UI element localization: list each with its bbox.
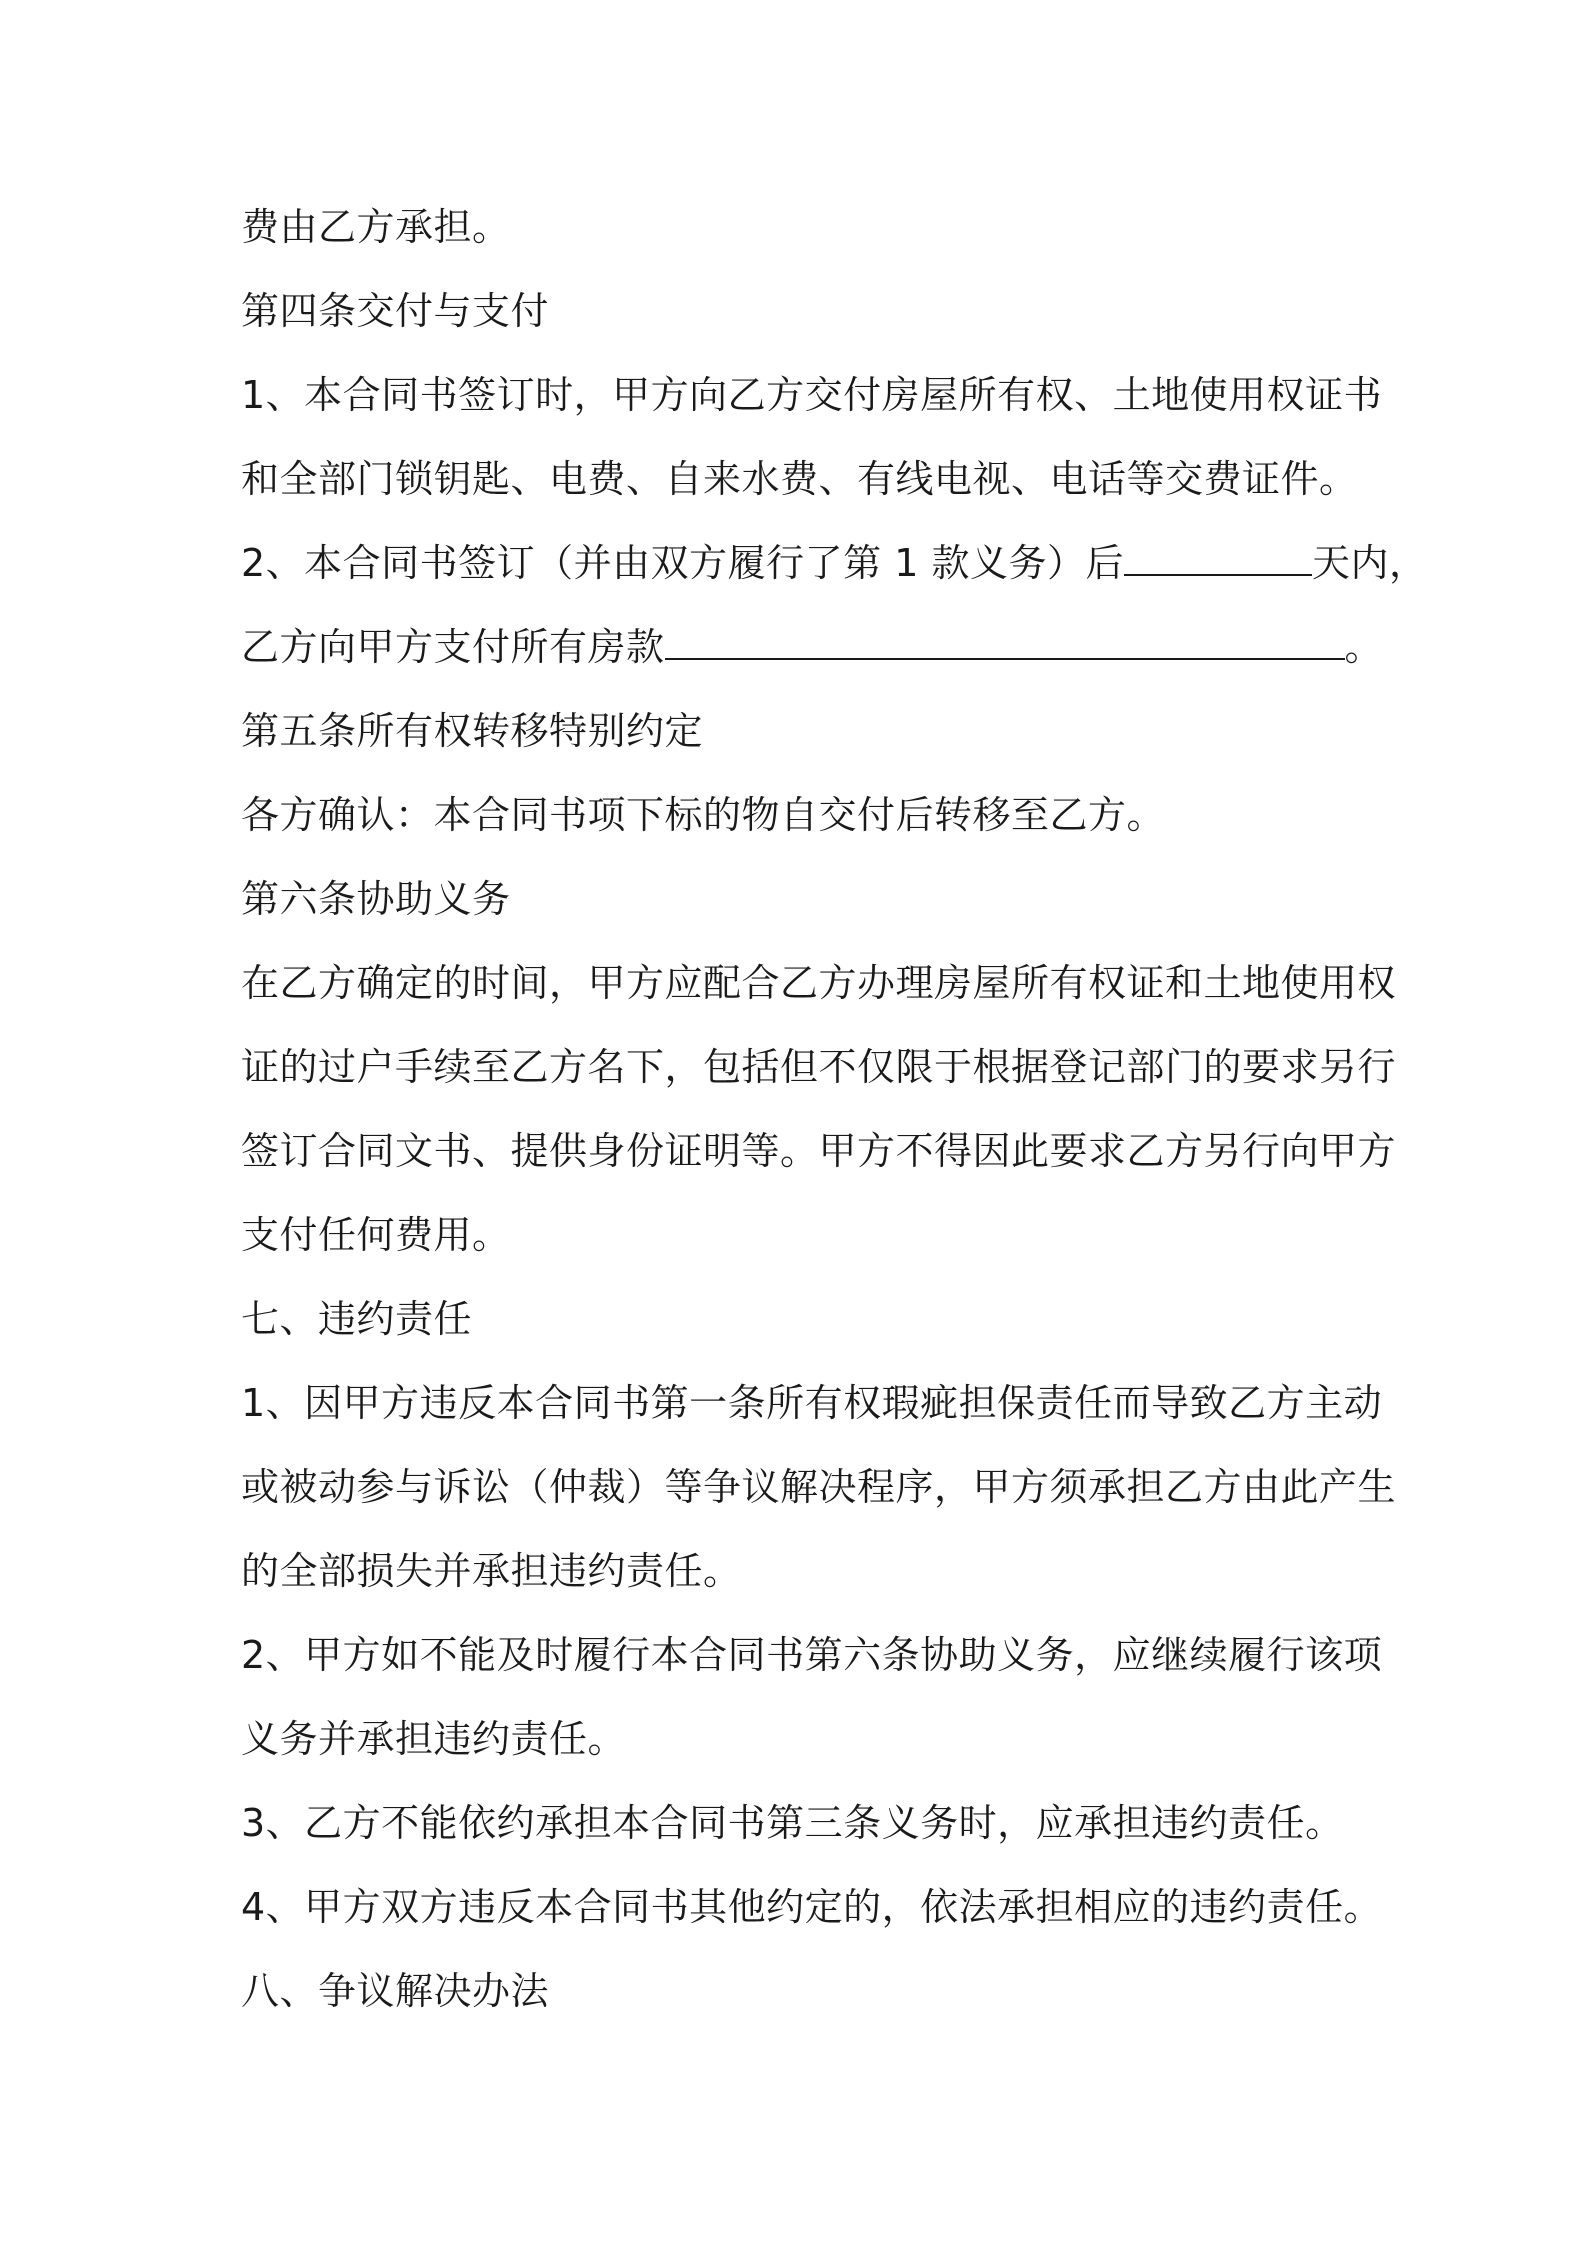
text-line: 4、甲方双方违反本合同书其他约定的，依法承担相应的违约责任。 bbox=[241, 1885, 1383, 1929]
text-line: 证的过户手续至乙方名下，包括但不仅限于根据登记部门的要求另行 bbox=[241, 1045, 1397, 1089]
text-line: 各方确认：本合同书项下标的物自交付后转移至乙方。 bbox=[241, 793, 1166, 837]
section-heading-5: 第五条所有权转移特别约定 bbox=[241, 709, 704, 753]
text-segment: 2、本合同书签订（并由双方履行了第 1 款义务）后 bbox=[241, 541, 1125, 585]
text-segment: 乙方向甲方支付所有房款 bbox=[241, 625, 665, 669]
text-line: 义务并承担违约责任。 bbox=[241, 1717, 627, 1761]
text-line: 在乙方确定的时间，甲方应配合乙方办理房屋所有权证和土地使用权 bbox=[241, 961, 1397, 1005]
text-line: 1、本合同书签订时，甲方向乙方交付房屋所有权、土地使用权证书 bbox=[241, 373, 1383, 417]
fill-in-blank-payment[interactable] bbox=[665, 624, 1345, 660]
text-segment: 天内， bbox=[1312, 541, 1428, 585]
text-segment: 。 bbox=[1344, 625, 1384, 669]
text-line-with-blank bbox=[241, 538, 1428, 588]
text-line: 3、乙方不能依约承担本合同书第三条义务时，应承担违约责任。 bbox=[241, 1801, 1344, 1845]
text-line: 或被动参与诉讼（仲裁）等争议解决程序，甲方须承担乙方由此产生 bbox=[241, 1465, 1397, 1509]
text-line: 费由乙方承担。 bbox=[241, 205, 511, 249]
text-line-with-blank bbox=[241, 622, 1383, 672]
text-line: 和全部门锁钥匙、电费、自来水费、有线电视、电话等交费证件。 bbox=[241, 457, 1358, 501]
fill-in-blank-days[interactable] bbox=[1124, 540, 1312, 576]
text-line: 签订合同文书、提供身份证明等。甲方不得因此要求乙方另行向甲方 bbox=[241, 1129, 1397, 1173]
text-line: 支付任何费用。 bbox=[241, 1213, 511, 1257]
text-line: 2、甲方如不能及时履行本合同书第六条协助义务，应继续履行该项 bbox=[241, 1633, 1383, 1677]
section-heading-6: 第六条协助义务 bbox=[241, 877, 511, 921]
text-line: 的全部损失并承担违约责任。 bbox=[241, 1549, 742, 1593]
section-heading-4: 第四条交付与支付 bbox=[241, 289, 550, 333]
section-heading-8: 八、争议解决办法 bbox=[241, 1969, 550, 2013]
text-line: 1、因甲方违反本合同书第一条所有权瑕疵担保责任而导致乙方主动 bbox=[241, 1381, 1383, 1425]
section-heading-7: 七、违约责任 bbox=[241, 1297, 473, 1341]
